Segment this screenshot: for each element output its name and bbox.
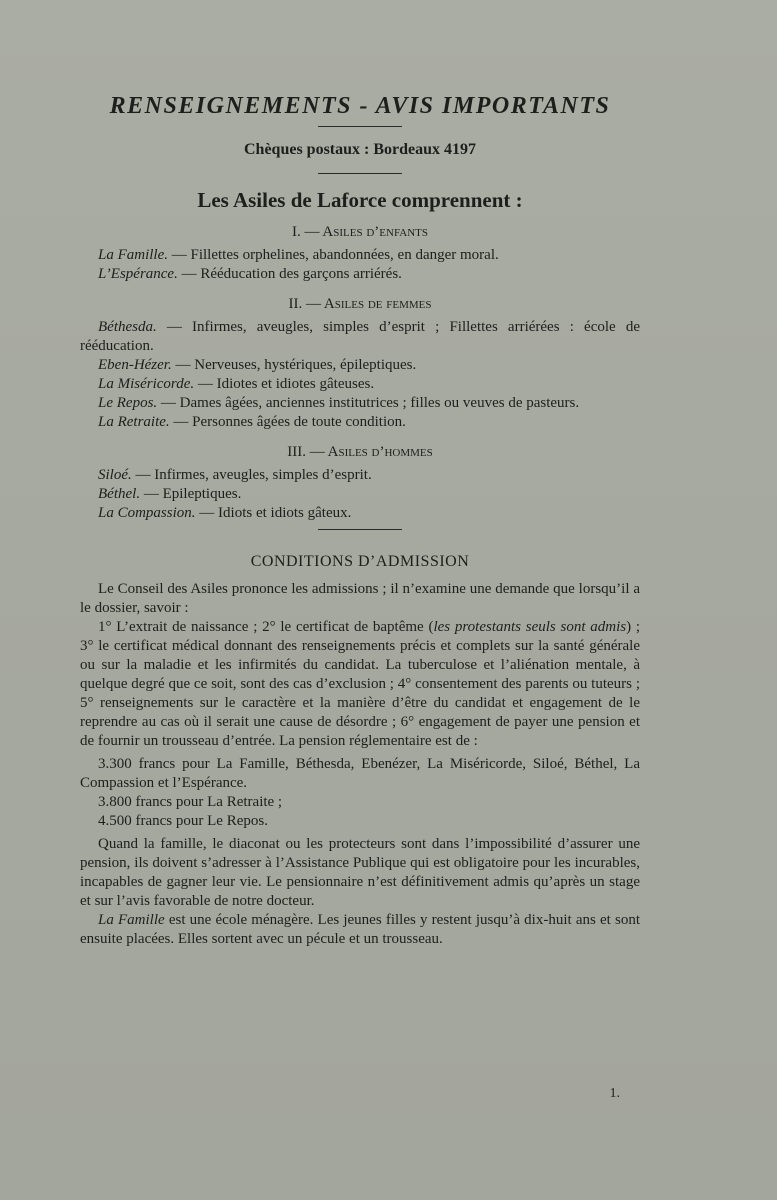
- list-item: [80, 318, 640, 356]
- asylum-name: La Famille.: [98, 247, 168, 263]
- asylum-desc: — Idiotes et idiotes gâteuses.: [194, 376, 375, 392]
- asylum-name: L’Espérance.: [98, 266, 178, 282]
- paragraph: [80, 618, 640, 751]
- section-heading: Les Asiles de Laforce comprennent :: [197, 188, 523, 212]
- section-label-women: II. — Asiles de femmes: [288, 296, 432, 312]
- postal-cheques-line: Chèques postaux : Bordeaux 4197: [243, 141, 477, 158]
- price-line: 4.500 francs pour Le Repos.: [98, 813, 268, 829]
- list-item: [80, 265, 640, 284]
- emphasis: les protestants seuls sont admis: [433, 619, 627, 635]
- asylum-name: Béthesda.: [98, 319, 157, 335]
- list-item: [80, 375, 640, 394]
- paragraph-text: ) ; 3° le certificat médical donnant des renseignements précis et complets sur la santé générale ou sur la maladie et les infirmités du candidat. La tuberculose et l’aliénation mentale, à quelque degré que ce soit, sont des cas d’exclusion ; 4° consentement des parents ou tuteurs ; 5° renseignements sur le caractère et la manière d’être du candidat et engagement de le reprendre au cas où il serait une cause de désordre ; 6° engagement de payer une pension et de fournir un trousseau d’entrée. La pension réglementaire est de :: [80, 619, 641, 749]
- list-item: [80, 504, 640, 523]
- list-item: [80, 356, 640, 375]
- asylum-desc: — Personnes âgées de toute condition.: [169, 414, 406, 430]
- asylum-desc: — Epileptiques.: [140, 486, 242, 502]
- list-item: [80, 466, 640, 485]
- asylum-desc: — Rééducation des garçons arriérés.: [177, 266, 402, 282]
- asylum-desc: — Nerveuses, hystériques, épileptiques.: [171, 357, 417, 373]
- paragraph-text: est une école ménagère. Les jeunes filles y restent jusqu’à dix-huit ans et sont ensuite placées. Elles sortent avec un pécule et un trousseau.: [80, 912, 640, 947]
- page-number: 1.: [609, 1086, 620, 1101]
- asylum-name: La Miséricorde.: [98, 376, 195, 392]
- document-body: [80, 86, 640, 949]
- asylum-name: Béthel.: [98, 486, 141, 502]
- divider: [318, 173, 402, 174]
- paragraph: Le Conseil des Asiles prononce les admissions ; il n’examine une demande que lorsqu’il a le dossier, savoir :: [80, 581, 640, 616]
- asylum-desc: — Dames âgées, anciennes institutrices ; filles ou veuves de pasteurs.: [157, 395, 580, 411]
- paragraph: [80, 911, 640, 949]
- asylum-desc: — Idiots et idiots gâteux.: [195, 505, 352, 521]
- section-label-men: III. — Asiles d’hommes: [287, 444, 433, 460]
- paragraph: Quand la famille, le diaconat ou les protecteurs sont dans l’impossibilité d’assurer une pension, ils doivent s’adresser à l’Assistance Publique qui est obligatoire pour les incurables, incapables de gagner leur vie. Le pensionnaire n’est définitivement admis qu’après un stage et sur l’avis favorable de notre docteur.: [80, 836, 640, 909]
- page-title: RENSEIGNEMENTS - AVIS IMPORTANTS: [109, 93, 611, 119]
- list-item: [80, 394, 640, 413]
- asylum-name: La Retraite.: [98, 414, 170, 430]
- paragraph-text: 1° L’extrait de naissance ; 2° le certificat de baptême (: [98, 619, 434, 635]
- conditions-title: CONDITIONS D’ADMISSION: [250, 553, 470, 570]
- section-label-children: I. — Asiles d’enfants: [292, 224, 428, 240]
- price-line: 3.300 francs pour La Famille, Béthesda, Ebenézer, La Miséricorde, Siloé, Béthel, La Compassion et l’Espérance.: [80, 756, 640, 791]
- divider: [318, 529, 402, 530]
- asylum-desc: — Fillettes orphelines, abandonnées, en danger moral.: [168, 247, 499, 263]
- asylum-name: La Compassion.: [98, 505, 196, 521]
- price-line: 3.800 francs pour La Retraite ;: [98, 794, 283, 810]
- list-item: [80, 246, 640, 265]
- list-item: [80, 485, 640, 504]
- emphasis: La Famille: [98, 912, 165, 928]
- asylum-name: Siloé.: [98, 467, 132, 483]
- list-item: [80, 413, 640, 432]
- asylum-name: Le Repos.: [98, 395, 158, 411]
- asylum-name: Eben-Hézer.: [98, 357, 172, 373]
- asylum-desc: — Infirmes, aveugles, simples d’esprit ; Fillettes arriérées : école de rééducation.: [80, 319, 640, 354]
- asylum-desc: — Infirmes, aveugles, simples d’esprit.: [131, 467, 372, 483]
